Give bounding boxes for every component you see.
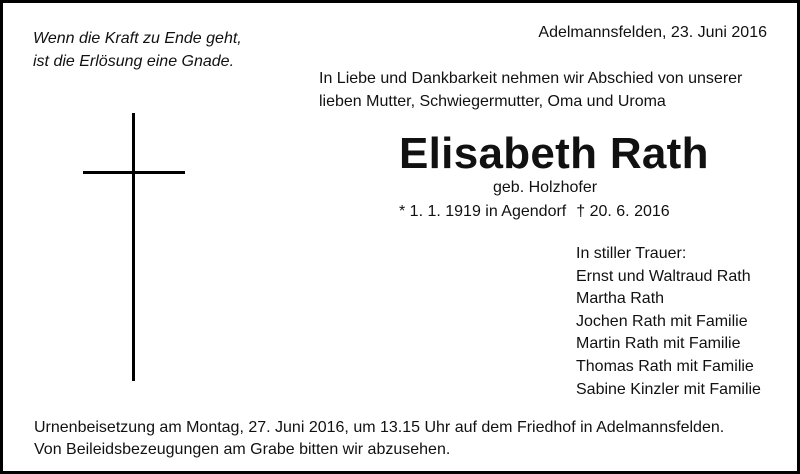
intro-line-2: lieben Mutter, Schwiegermutter, Oma und Uroma	[319, 93, 666, 110]
motto	[33, 27, 242, 73]
motto-line-2: ist die Erlösung eine Gnade.	[33, 53, 235, 70]
cross-vertical-bar	[132, 113, 135, 381]
mourner-name: Thomas Rath mit Familie	[576, 357, 754, 375]
mourners-heading: In stiller Trauer:	[576, 245, 687, 262]
deceased-name: Elisabeth Rath	[399, 129, 709, 178]
intro-text	[319, 67, 742, 113]
life-dates	[399, 201, 670, 223]
funeral-line-2: Von Beileidsbezeugungen am Grabe bitten wir abzusehen.	[34, 441, 451, 458]
funeral-info	[34, 417, 724, 461]
maiden-name: geb. Holzhofer	[493, 179, 598, 196]
mourners-list	[576, 243, 761, 401]
funeral-line-1: Urnenbeisetzung am Montag, 27. Juni 2016, um 13.15 Uhr auf dem Friedhof in Adelmannsfelden.	[34, 419, 725, 436]
place-date: Adelmannsfelden, 23. Juni 2016	[538, 24, 767, 41]
birth-date: * 1. 1. 1919 in Agendorf	[399, 203, 567, 220]
mourner-name: Sabine Kinzler mit Familie	[576, 380, 761, 398]
mourner-name: Ernst und Waltraud Rath	[576, 267, 751, 285]
mourner-name: Jochen Rath mit Familie	[576, 312, 748, 330]
mourner-name: Martha Rath	[576, 290, 665, 308]
motto-line-1: Wenn die Kraft zu Ende geht,	[33, 30, 242, 47]
intro-line-1: In Liebe und Dankbarkeit nehmen wir Abschied von unserer	[319, 70, 743, 87]
latin-cross-icon	[83, 113, 185, 381]
death-date: † 20. 6. 2016	[576, 203, 670, 220]
mourner-name: Martin Rath mit Familie	[576, 335, 741, 353]
cross-horizontal-bar	[83, 171, 185, 174]
